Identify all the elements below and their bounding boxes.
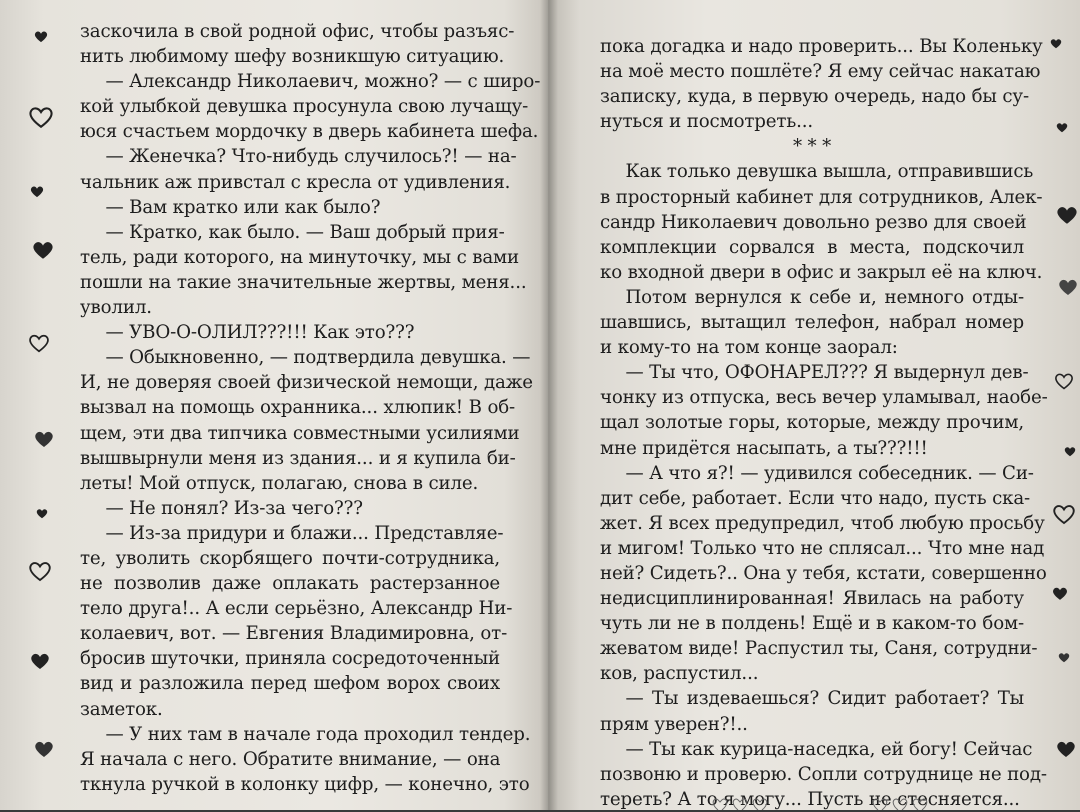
heart-icon <box>1064 446 1076 457</box>
text-line: мне придётся насыпать, а ты???!!! <box>600 437 928 459</box>
heart-icon <box>30 652 50 670</box>
text-line: ткнула ручкой в колонку цифр, — конечно, это <box>80 773 530 795</box>
heart-icon <box>36 508 48 519</box>
text-line: в просторный кабинет для сотрудников, Алек- <box>600 186 1043 208</box>
text-line: — Из-за придури и блажи... Представляе- <box>105 522 504 544</box>
text-line: колаевич, вот. — Евгения Владимировна, от- <box>80 623 508 645</box>
heart-outline-icon <box>28 560 52 582</box>
text-line: Я начала с него. Обратите внимание, — она <box>80 748 501 770</box>
left-margin-hearts <box>4 0 64 810</box>
text-line: дит себе, работает. Если что надо, пусть ска- <box>600 487 1031 509</box>
text-line: жеватом виде! Распустил ты, Саня, сотрудни- <box>600 638 1038 660</box>
text-line: — Ты что, ОФОНАРЕЛ??? Я выдернул дев- <box>625 362 1029 384</box>
text-line: — УВО-О-ОЛИЛ???!!! Как это??? <box>105 322 415 344</box>
heart-outline-icon <box>28 333 50 353</box>
text-line: чуть ли не в полдень! Ещё и в каком-то бом- <box>600 613 1024 635</box>
left-page-text <box>80 19 541 797</box>
text-line: заметок. <box>80 698 163 720</box>
text-line: Потом вернулся к себе и, немного отды- <box>625 286 1024 308</box>
text-line: леты! Мой отпуск, полагаю, снова в силе. <box>80 472 479 494</box>
text-line: — Александр Николаевич, можно? — с широ- <box>105 71 541 93</box>
text-line: — Ты издеваешься? Сидит работает? Ты <box>625 688 1024 710</box>
text-line: нуться и посмотреть... <box>600 111 813 133</box>
text-line: ней? Сидеть?.. Она у тебя, кстати, совершенно <box>600 562 1047 584</box>
text-line: щем, эти два типчика совместными усилиями <box>80 422 520 444</box>
text-line: — А что я?! — удивился собеседник. — Си- <box>625 462 1034 484</box>
text-line: тель, ради которого, на минуточку, мы с вами <box>80 246 520 268</box>
text-line: нить любимому шефу возникшую ситуацию. <box>80 46 505 68</box>
text-line: уволил. <box>80 297 152 319</box>
heart-icon <box>1056 122 1068 133</box>
heart-icon <box>32 240 54 260</box>
text-line: бросив шуточки, приняла сосредоточенный <box>80 648 500 670</box>
heart-icon <box>1050 38 1062 49</box>
text-line: Как только девушка вышла, отправившись <box>625 161 1034 183</box>
text-line: ко входной двери в офис и закрыл её на ключ. <box>600 261 1043 283</box>
text-line: позвоню и проверю. Сопли сотруднице не под- <box>600 763 1047 785</box>
heart-outline-icon <box>1054 372 1074 390</box>
heart-icon <box>1052 586 1068 601</box>
heart-outline-icon <box>28 105 54 129</box>
text-line: вызвал на помощь охранника... хлюпик! В об- <box>80 397 516 419</box>
right-page-text <box>600 34 1048 812</box>
text-line: записку, куда, в первую очередь, надо бы су- <box>600 86 1029 108</box>
text-line: комплекции сорвался в места, подскочил <box>600 236 1024 258</box>
heart-icon <box>34 430 54 448</box>
heart-icon <box>34 740 54 758</box>
text-line: на моё место пошлёте? Я ему сейчас накатаю <box>600 61 1041 83</box>
text-line: шавшись, вытащил телефон, набрал номер <box>600 312 1024 334</box>
text-line: чальник аж привстал с кресла от удивления. <box>80 171 511 193</box>
text-line: щал золотые горы, которые, между прочим, <box>600 412 1024 434</box>
text-line: вид и разложила перед шефом ворох своих <box>80 673 500 695</box>
text-line: — Кратко, как было. — Ваш добрый прия- <box>105 221 505 243</box>
text-line: тереть? А то я могу... Пусть не стесняется... <box>600 788 1020 810</box>
text-line: заскочила в свой родной офис, чтобы разъяс- <box>80 21 515 42</box>
bottom-heart-border <box>708 796 968 810</box>
text-line: юся счастьем мордочку в дверь кабинета шефа. <box>80 121 539 143</box>
right-margin-hearts <box>1018 0 1078 810</box>
text-line: вышвырнули меня из здания... и я купила би- <box>80 447 516 469</box>
text-line: тело друга!.. А если серьёзно, Александр Ни- <box>80 598 513 620</box>
heart-icon <box>1056 740 1076 758</box>
text-line: — Ты как курица-наседка, ей богу! Сейчас <box>625 738 1033 760</box>
heart-outline-icon <box>1052 503 1076 525</box>
text-line: прям уверен?!.. <box>600 713 748 735</box>
text-line: сандр Николаевич довольно резво для своей <box>600 211 1027 233</box>
text-line: кой улыбкой девушка просунула свою лучащу- <box>80 96 529 118</box>
text-line: и кому-то на том конце заорал: <box>600 337 898 359</box>
text-line: — Не понял? Из-за чего??? <box>105 497 363 519</box>
text-line: те, уволить скорбящего почти-сотрудника, <box>80 547 500 569</box>
text-line: и мигом! Только что не сплясал... Что мне над <box>600 537 1045 559</box>
text-line: — Вам кратко или как было? <box>105 196 381 218</box>
text-line: — У них там в начале года проходил тендер. <box>105 723 531 745</box>
heart-icon <box>34 30 48 43</box>
text-line: жет. Я всех предупредил, чтоб любую просьбу <box>600 512 1045 534</box>
heart-icon <box>30 185 44 198</box>
heart-icon <box>1056 205 1078 225</box>
text-line: пошли на такие значительные жертвы, меня... <box>80 271 527 293</box>
text-line: — Обыкновенно, — подтвердила девушка. — <box>105 347 531 369</box>
text-line: ков, распустил... <box>600 663 759 685</box>
right-page <box>548 0 1080 810</box>
text-line: * * * <box>792 136 832 158</box>
text-line: чонку из отпуска, весь вечер уламывал, наобе- <box>600 387 1048 409</box>
text-line: — Женечка? Что-нибудь случилось?! — на- <box>105 146 517 168</box>
heart-icon <box>1058 278 1078 296</box>
text-line: не позволив даже оплакать растерзанное <box>80 573 500 595</box>
text-line: недисциплинированная! Явилась на работу <box>600 588 1024 610</box>
text-line: И, не доверяя своей физической немощи, даже <box>80 372 533 394</box>
text-line: пока догадка и надо проверить... Вы Коленьку <box>600 36 1043 57</box>
heart-icon <box>1058 652 1070 663</box>
